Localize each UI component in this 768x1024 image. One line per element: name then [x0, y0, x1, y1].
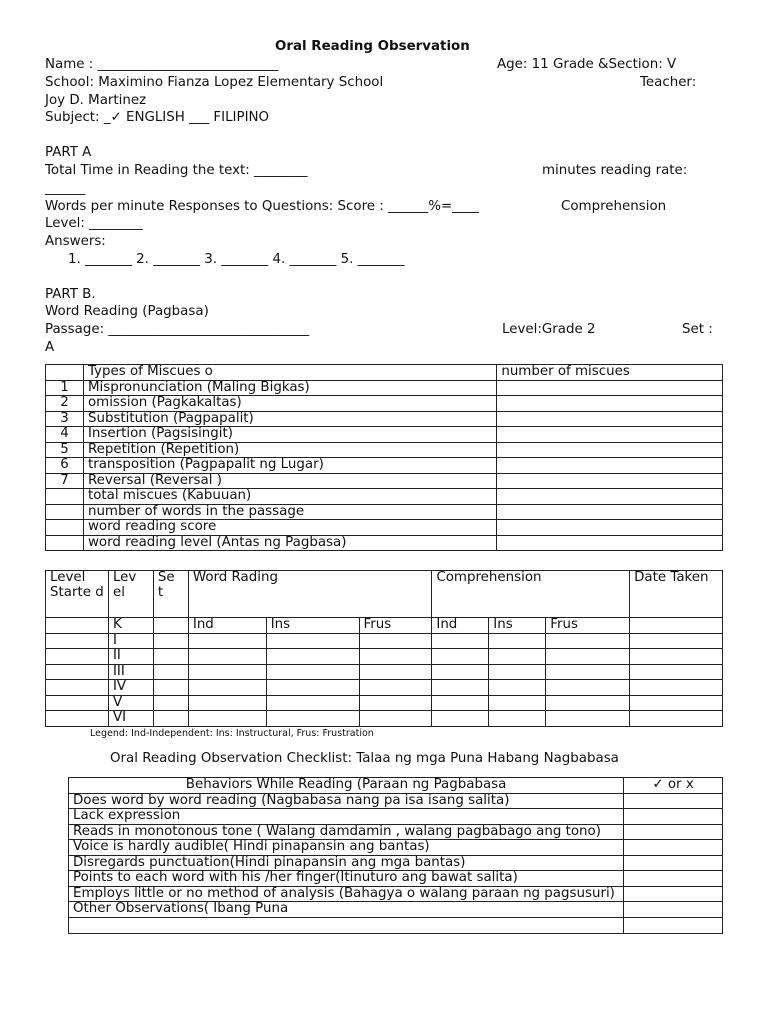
- miscue-number: 3: [46, 411, 84, 427]
- age-grade-section: Age: 11 Grade &Section: V: [497, 57, 677, 72]
- checklist-table: [68, 777, 723, 934]
- level-label: IV: [108, 680, 153, 696]
- reading-rate-blank[interactable]: ______: [45, 181, 86, 196]
- score-cell[interactable]: [188, 680, 266, 696]
- miscue-type: word reading score: [83, 520, 496, 536]
- behavior-item: Disregards punctuation(Hindi pinapansin ang mga bantas): [69, 855, 624, 871]
- table-row: [46, 649, 723, 665]
- date-cell[interactable]: [630, 711, 723, 727]
- miscue-type: Insertion (Pagsisingit): [83, 427, 496, 443]
- table-row: [46, 695, 723, 711]
- mark-cell[interactable]: [624, 886, 723, 902]
- table-row: [69, 778, 723, 794]
- miscue-type: total miscues (Kabuuan): [83, 489, 496, 505]
- checklist-title: Oral Reading Observation Checklist: Talaa ng mga Puna Habang Nagbabasa: [110, 751, 619, 766]
- table-row: [69, 902, 723, 918]
- miscue-number: 4: [46, 427, 84, 443]
- level-field[interactable]: Level: ________: [45, 216, 143, 231]
- table-row: [69, 871, 723, 887]
- level-label: II: [108, 649, 153, 665]
- miscues-table: [45, 364, 723, 551]
- set-cell[interactable]: [153, 711, 188, 727]
- teacher-label: Teacher:: [640, 75, 697, 90]
- table-row: [46, 520, 723, 536]
- score-cell[interactable]: [188, 695, 266, 711]
- score-cell[interactable]: [546, 711, 630, 727]
- table-row: [46, 442, 723, 458]
- school-line: School: Maximino Fianza Lopez Elementary School: [45, 75, 384, 90]
- level-started-cell[interactable]: [46, 633, 109, 649]
- score-cell[interactable]: [546, 680, 630, 696]
- miscue-count-cell[interactable]: [497, 396, 723, 412]
- score-cell[interactable]: [432, 649, 489, 665]
- table-row: [46, 396, 723, 412]
- score-cell[interactable]: [359, 711, 432, 727]
- sub-header: Frus: [359, 618, 432, 634]
- total-time-field[interactable]: Total Time in Reading the text: ________: [45, 163, 308, 178]
- score-cell[interactable]: [432, 711, 489, 727]
- score-cell[interactable]: [546, 664, 630, 680]
- levels-legend: Legend: Ind-Independent: Ins: Instructural, Frus: Frustration: [90, 728, 374, 739]
- level-label: III: [108, 664, 153, 680]
- miscue-count-cell[interactable]: [497, 473, 723, 489]
- teacher-name: Joy D. Martinez: [45, 93, 147, 108]
- date-taken-header: Date Taken: [630, 571, 723, 618]
- part-a-heading: PART A: [45, 145, 92, 160]
- miscue-type: Repetition (Repetition): [83, 442, 496, 458]
- miscue-count-cell[interactable]: [497, 535, 723, 551]
- behavior-item: Other Observations( Ibang Puna: [69, 902, 624, 918]
- miscue-count-cell[interactable]: [497, 380, 723, 396]
- score-cell[interactable]: [359, 649, 432, 665]
- level-label: I: [108, 633, 153, 649]
- score-cell[interactable]: [432, 664, 489, 680]
- subject-line: Subject: _✓ ENGLISH ___ FILIPINO: [45, 110, 270, 125]
- level-grade: Level:Grade 2: [502, 322, 596, 337]
- level-started-header: Level Starte d: [46, 571, 109, 618]
- miscue-count-header: number of miscues: [497, 365, 723, 381]
- table-row: [46, 535, 723, 551]
- score-cell[interactable]: [489, 711, 546, 727]
- date-cell[interactable]: [630, 649, 723, 665]
- part-b-heading: PART B.: [45, 287, 96, 302]
- score-cell[interactable]: [432, 695, 489, 711]
- level-started-cell[interactable]: [46, 618, 109, 634]
- score-cell[interactable]: [546, 649, 630, 665]
- document-title: Oral Reading Observation: [275, 39, 470, 54]
- mark-cell[interactable]: [624, 871, 723, 887]
- score-cell[interactable]: [266, 695, 359, 711]
- table-row: [69, 824, 723, 840]
- wpm-score-line[interactable]: Words per minute Responses to Questions: Score : ______%=____: [45, 199, 479, 214]
- table-row: [46, 411, 723, 427]
- comprehension-header: Comprehension: [432, 571, 630, 618]
- miscue-count-cell[interactable]: [497, 411, 723, 427]
- sub-header: Ind: [432, 618, 489, 634]
- score-cell[interactable]: [432, 633, 489, 649]
- date-cell[interactable]: [630, 618, 723, 634]
- level-started-cell[interactable]: [46, 711, 109, 727]
- mark-cell[interactable]: [624, 917, 723, 933]
- date-cell[interactable]: [630, 633, 723, 649]
- set-cell[interactable]: [153, 695, 188, 711]
- score-cell[interactable]: [489, 680, 546, 696]
- mark-cell[interactable]: [624, 793, 723, 809]
- mark-cell[interactable]: [624, 809, 723, 825]
- level-label: K: [108, 618, 153, 634]
- sub-header: Ind: [188, 618, 266, 634]
- score-cell[interactable]: [489, 633, 546, 649]
- table-row: [46, 618, 723, 634]
- behavior-item: Points to each word with his /her finger(Itinuturo ang bawat salita): [69, 871, 624, 887]
- score-cell[interactable]: [489, 695, 546, 711]
- table-row: [46, 633, 723, 649]
- table-row: [46, 680, 723, 696]
- miscue-number: [46, 504, 84, 520]
- sub-header: Ins: [489, 618, 546, 634]
- miscue-type: omission (Pagkakaltas): [83, 396, 496, 412]
- score-cell[interactable]: [489, 664, 546, 680]
- miscue-count-cell[interactable]: [497, 427, 723, 443]
- score-cell[interactable]: [359, 680, 432, 696]
- score-cell[interactable]: [266, 633, 359, 649]
- behavior-item: Lack expression: [69, 809, 624, 825]
- miscue-number: [46, 520, 84, 536]
- comprehension-label: Comprehension: [561, 199, 667, 214]
- mark-header: ✓ or x: [624, 778, 723, 794]
- score-cell[interactable]: [266, 649, 359, 665]
- score-cell[interactable]: [432, 680, 489, 696]
- score-cell[interactable]: [188, 633, 266, 649]
- word-reading-label: Word Reading (Pagbasa): [45, 304, 209, 319]
- mark-cell[interactable]: [624, 840, 723, 856]
- score-cell[interactable]: [489, 649, 546, 665]
- score-cell[interactable]: [188, 664, 266, 680]
- other-observation-cell[interactable]: [69, 917, 624, 933]
- table-row: [46, 664, 723, 680]
- sub-header: Ins: [266, 618, 359, 634]
- mark-cell[interactable]: [624, 824, 723, 840]
- table-row: [69, 886, 723, 902]
- sub-header: Frus: [546, 618, 630, 634]
- level-started-cell[interactable]: [46, 680, 109, 696]
- miscue-number: 6: [46, 458, 84, 474]
- passage-field[interactable]: Passage: ______________________________: [45, 322, 310, 337]
- set-cell[interactable]: [153, 618, 188, 634]
- table-row: [46, 380, 723, 396]
- date-cell[interactable]: [630, 664, 723, 680]
- miscue-number-header: [46, 365, 84, 381]
- score-cell[interactable]: [188, 711, 266, 727]
- level-started-cell[interactable]: [46, 649, 109, 665]
- miscue-type-header: Types of Miscues o: [83, 365, 496, 381]
- score-cell[interactable]: [359, 633, 432, 649]
- level-label: V: [108, 695, 153, 711]
- miscue-count-cell[interactable]: [497, 489, 723, 505]
- levels-table: [45, 570, 723, 727]
- table-row: [46, 365, 723, 381]
- miscue-number: 5: [46, 442, 84, 458]
- set-label: Set :: [682, 322, 713, 337]
- behavior-item: Reads in monotonous tone ( Walang damdamin , walang pagbabago ang tono): [69, 824, 624, 840]
- set-value: A: [45, 340, 55, 355]
- answers-blanks[interactable]: 1. _______ 2. _______ 3. _______ 4. _______ 5. _______: [68, 252, 405, 267]
- miscue-type: Reversal (Reversal ): [83, 473, 496, 489]
- behavior-header: Behaviors While Reading (Paraan ng Pagbabasa: [69, 778, 624, 794]
- set-cell[interactable]: [153, 649, 188, 665]
- table-row: [69, 855, 723, 871]
- behavior-item: Voice is hardly audible( Hindi pinapansin ang bantas): [69, 840, 624, 856]
- miscue-type: Mispronunciation (Maling Bigkas): [83, 380, 496, 396]
- miscue-number: 7: [46, 473, 84, 489]
- behavior-item: Does word by word reading (Nagbabasa nang pa isa isang salita): [69, 793, 624, 809]
- set-cell[interactable]: [153, 680, 188, 696]
- miscue-type: transposition (Pagpapalit ng Lugar): [83, 458, 496, 474]
- set-cell[interactable]: [153, 633, 188, 649]
- word-reading-header: Word Rading: [188, 571, 432, 618]
- miscue-count-cell[interactable]: [497, 458, 723, 474]
- table-row: [69, 917, 723, 933]
- score-cell[interactable]: [546, 633, 630, 649]
- table-row: [69, 840, 723, 856]
- score-cell[interactable]: [359, 695, 432, 711]
- miscue-type: word reading level (Antas ng Pagbasa): [83, 535, 496, 551]
- miscue-number: [46, 535, 84, 551]
- score-cell[interactable]: [266, 680, 359, 696]
- miscue-count-cell[interactable]: [497, 442, 723, 458]
- score-cell[interactable]: [266, 711, 359, 727]
- score-cell[interactable]: [266, 664, 359, 680]
- table-row: [46, 504, 723, 520]
- set-cell[interactable]: [153, 664, 188, 680]
- mark-cell[interactable]: [624, 855, 723, 871]
- table-row: [46, 711, 723, 727]
- miscue-number: [46, 489, 84, 505]
- score-cell[interactable]: [359, 664, 432, 680]
- date-cell[interactable]: [630, 695, 723, 711]
- level-header: Lev el: [108, 571, 153, 618]
- set-header: Se t: [153, 571, 188, 618]
- table-row: [69, 809, 723, 825]
- miscue-type: Substitution (Pagpapalit): [83, 411, 496, 427]
- table-row: [46, 489, 723, 505]
- miscue-number: 2: [46, 396, 84, 412]
- miscue-count-cell[interactable]: [497, 520, 723, 536]
- miscue-number: 1: [46, 380, 84, 396]
- score-cell[interactable]: [188, 649, 266, 665]
- date-cell[interactable]: [630, 680, 723, 696]
- behavior-item: Employs little or no method of analysis (Bahagya o walang paraan ng pagsusuri): [69, 886, 624, 902]
- level-label: VI: [108, 711, 153, 727]
- table-row: [46, 473, 723, 489]
- mark-cell[interactable]: [624, 902, 723, 918]
- miscue-type: number of words in the passage: [83, 504, 496, 520]
- table-row: [46, 571, 723, 618]
- table-row: [46, 458, 723, 474]
- table-row: [46, 427, 723, 443]
- reading-rate-label: minutes reading rate:: [542, 163, 688, 178]
- level-started-cell[interactable]: [46, 695, 109, 711]
- answers-label: Answers:: [45, 234, 106, 249]
- miscue-count-cell[interactable]: [497, 504, 723, 520]
- score-cell[interactable]: [546, 695, 630, 711]
- level-started-cell[interactable]: [46, 664, 109, 680]
- name-field[interactable]: Name : ___________________________: [45, 57, 279, 72]
- table-row: [69, 793, 723, 809]
